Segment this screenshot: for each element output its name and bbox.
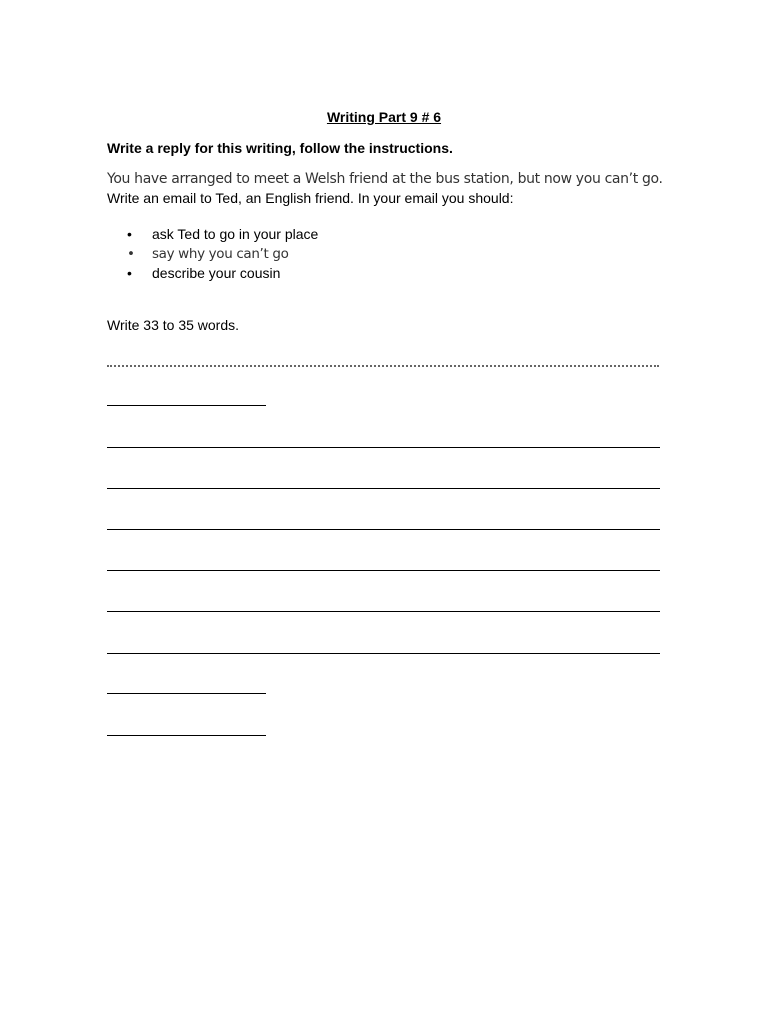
answer-line-signature[interactable] <box>107 735 266 736</box>
answer-line[interactable] <box>107 611 660 612</box>
requirements-list <box>107 225 318 284</box>
requirement-item: • ask Ted to go in your place <box>107 225 318 245</box>
scenario-text: You have arranged to meet a Welsh friend at the bus station, but now you can’t go. <box>107 171 663 187</box>
requirement-item: • describe your cousin <box>107 264 318 284</box>
requirement-item: • say why you can’t go <box>107 245 318 265</box>
word-count-instruction: Write 33 to 35 words. <box>107 317 240 333</box>
answer-line-closing[interactable] <box>107 693 266 694</box>
task-text: Write an email to Ted, an English friend. In your email you should: <box>107 190 514 206</box>
answer-line[interactable] <box>107 488 660 489</box>
instruction-heading: Write a reply for this writing, follow the instructions. <box>107 140 453 156</box>
answer-line-greeting[interactable] <box>107 405 266 406</box>
worksheet-title: Writing Part 9 # 6 <box>326 109 442 125</box>
answer-line[interactable] <box>107 653 660 654</box>
answer-line[interactable] <box>107 447 660 448</box>
answer-line[interactable] <box>107 529 660 530</box>
answer-line[interactable] <box>107 570 660 571</box>
dotted-separator <box>107 365 659 367</box>
